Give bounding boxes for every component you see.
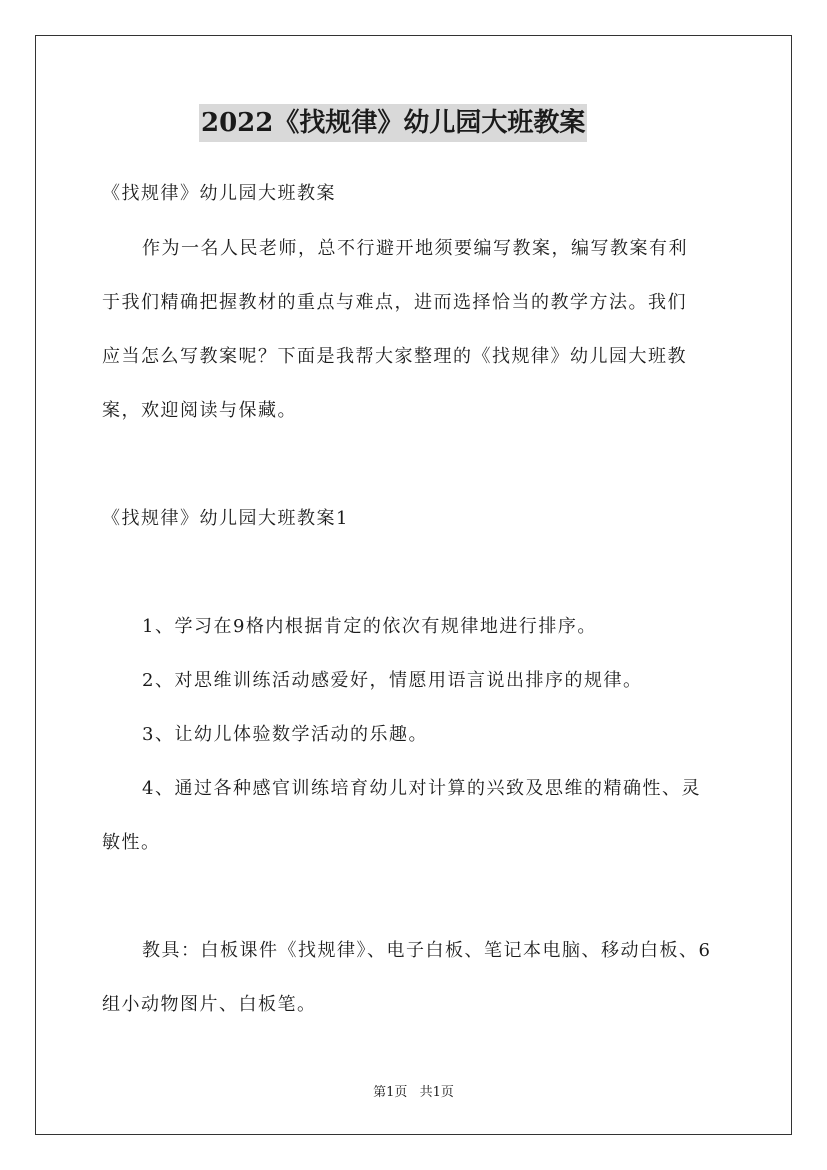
intro-line-1: 作为一名人民老师，总不行避开地须要编写教案，编写教案有利 [142, 238, 688, 259]
goal-line-4: 4、通过各种感官训练培育幼儿对计算的兴致及思维的精确性、灵 [142, 778, 701, 799]
intro-line-3: 应当怎么写教案呢？下面是我帮大家整理的《找规律》幼儿园大班教 [102, 346, 687, 367]
goal-line-3: 3、让幼儿体验数学活动的乐趣。 [142, 724, 428, 745]
intro-line-2: 于我们精确把握教材的重点与难点，进而选择恰当的教学方法。我们 [102, 292, 687, 313]
goal-line-1: 1、学习在9格内根据肯定的依次有规律地进行排序。 [142, 616, 597, 637]
page-total: 共1页 [419, 1085, 454, 1100]
goal-line-5: 敏性。 [102, 832, 161, 853]
document-title: 2022《找规律》幼儿园大班教案 [199, 104, 587, 142]
materials-line-1: 教具：白板课件《找规律》、电子白板、笔记本电脑、移动白板、6 [142, 940, 712, 961]
materials-line-2: 组小动物图片、白板笔。 [102, 994, 317, 1015]
intro-line-4: 案，欢迎阅读与保藏。 [102, 400, 297, 421]
page-number: 第1页 [373, 1085, 408, 1100]
document-subtitle: 《找规律》幼儿园大班教案 [102, 183, 336, 204]
section-heading: 《找规律》幼儿园大班教案1 [102, 508, 349, 529]
page-footer [0, 1085, 827, 1101]
goal-line-2: 2、对思维训练活动感爱好，情愿用语言说出排序的规律。 [142, 670, 643, 691]
